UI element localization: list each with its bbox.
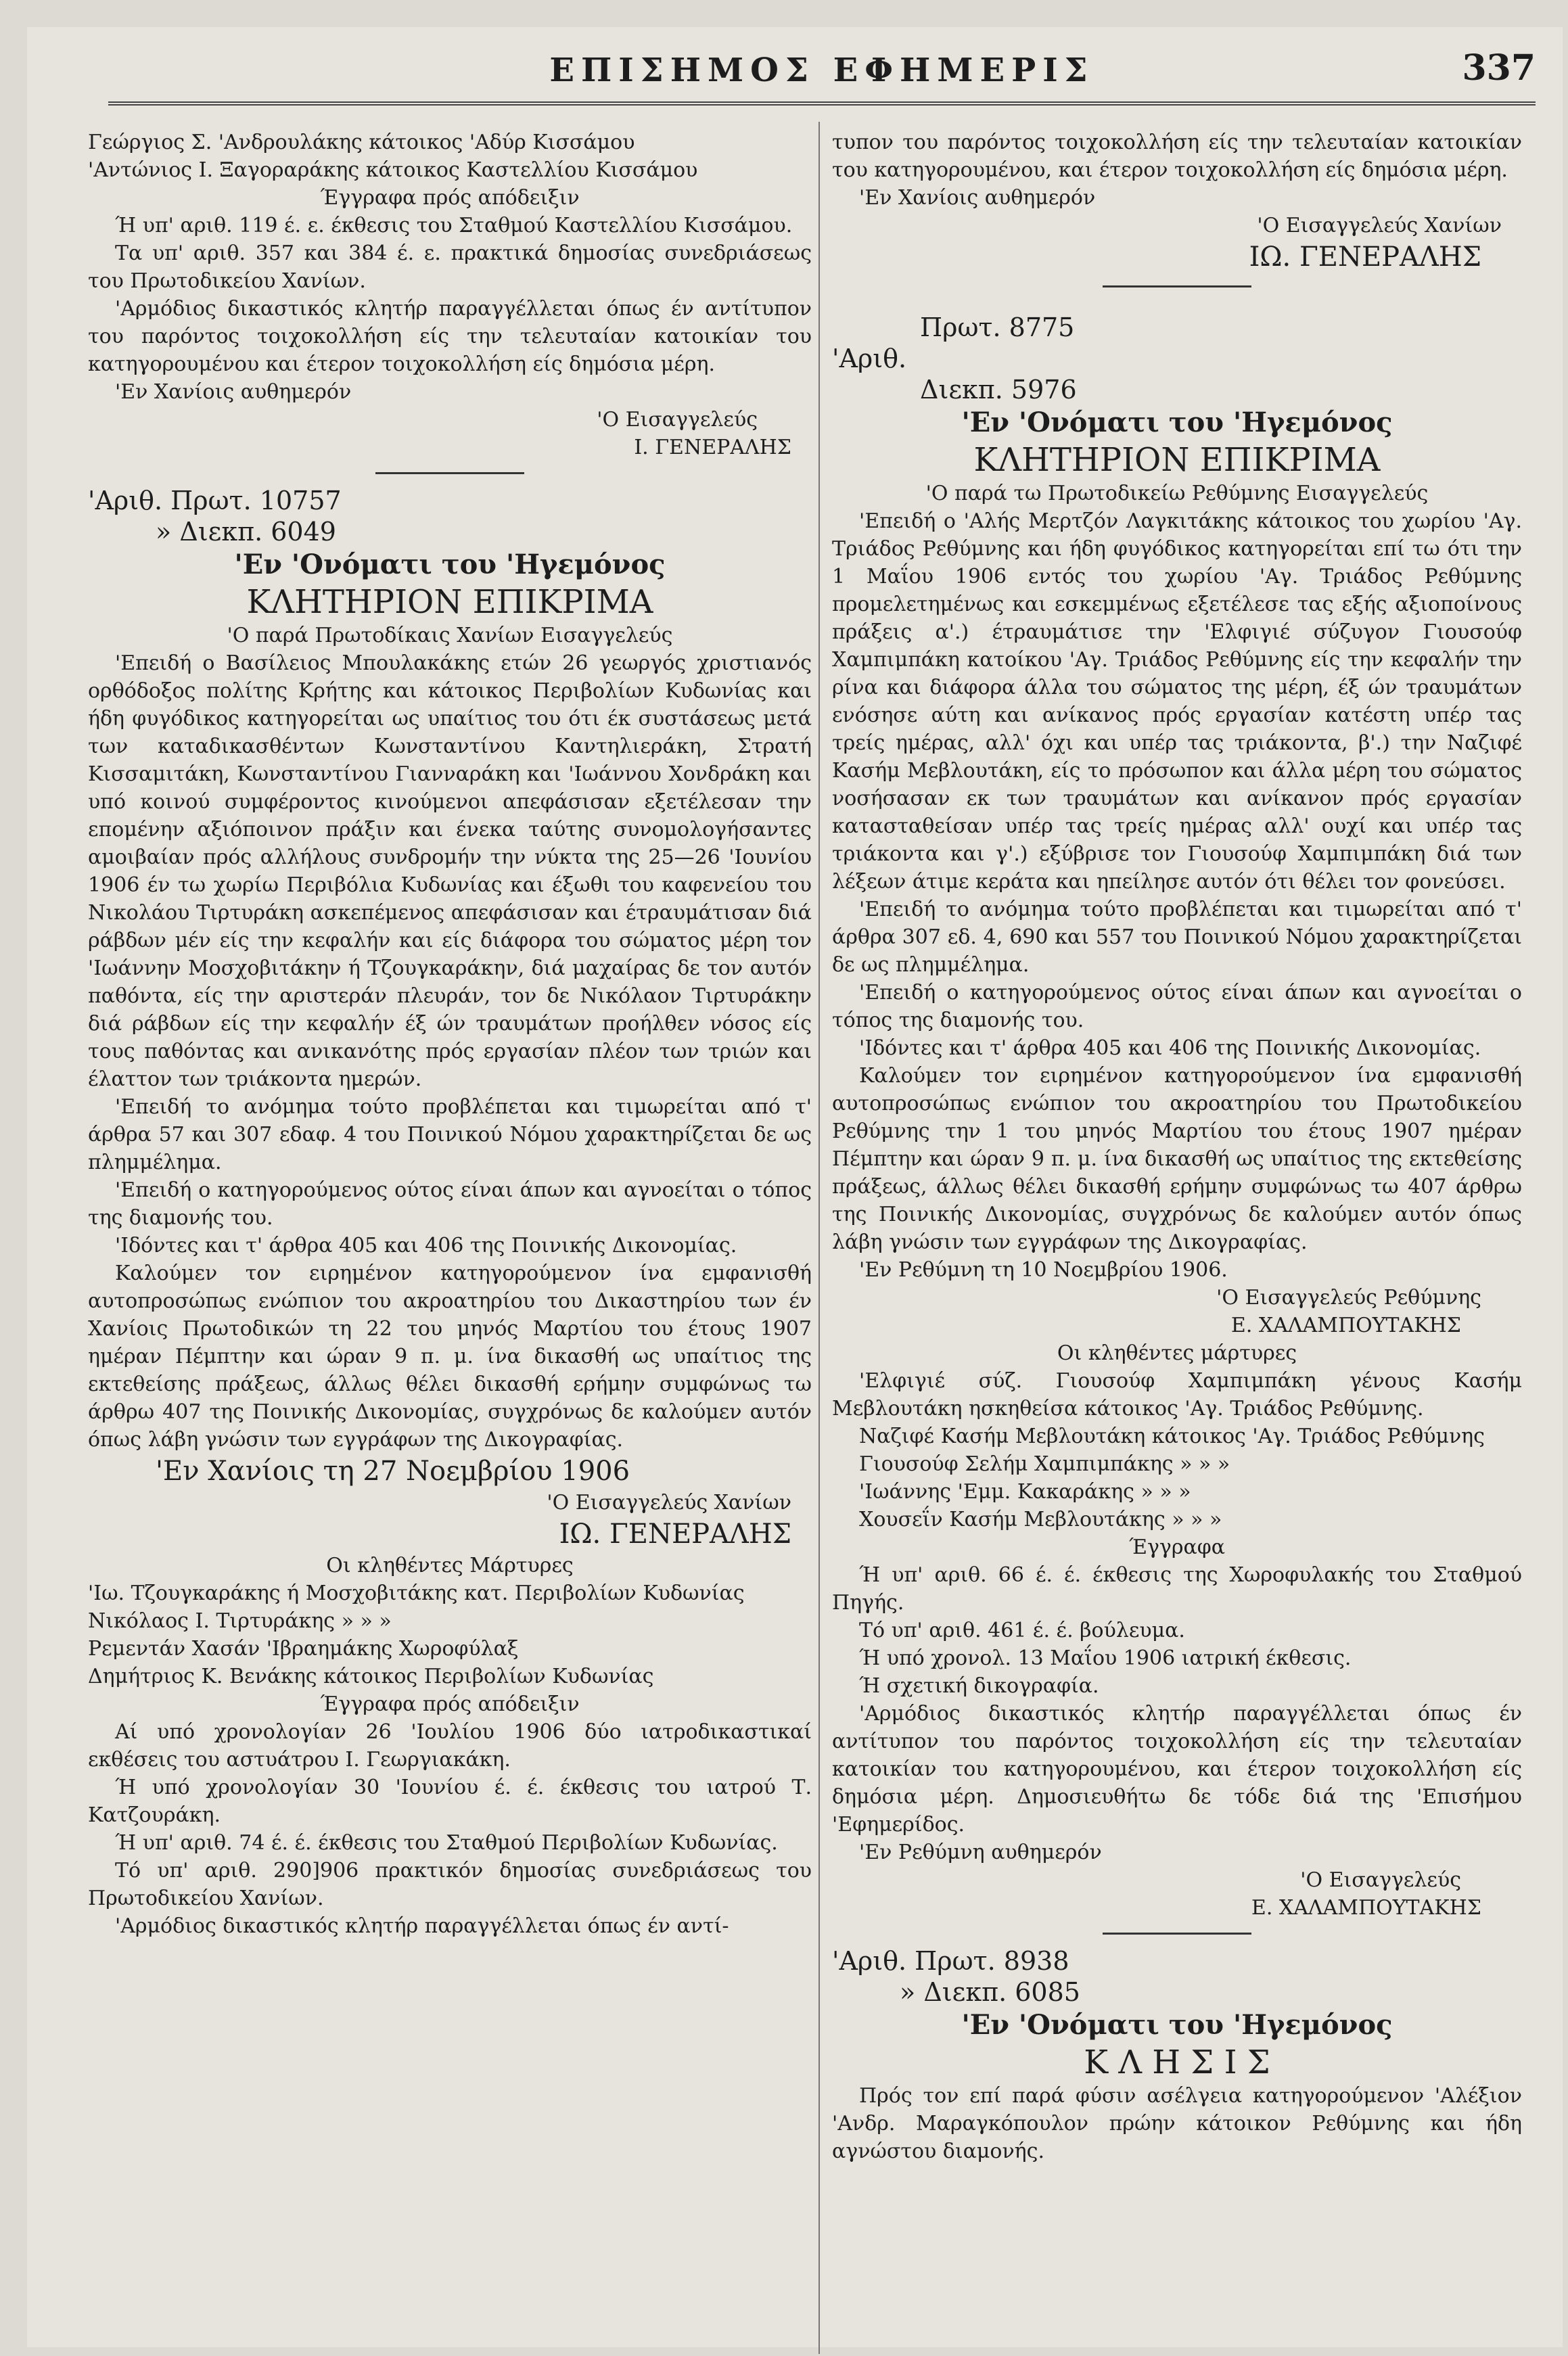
in-name-heading: 'Εν 'Ονόματι του 'Ηγεμόνος <box>961 407 1393 438</box>
left-column <box>88 129 812 1940</box>
page-header <box>108 47 1536 106</box>
witness-item: Γιουσούφ Σελήμ Χαμπιμπάκης » » » <box>859 1452 1230 1476</box>
paragraph: 'Ιδόντες και τ' άρθρα 405 και 406 της Ποινικής Δικονομίας. <box>115 1234 737 1257</box>
signature-name: Ε. ΧΑΛΑΜΠΟΥΤΑΚΗΣ <box>1251 1896 1481 1920</box>
paragraph: 'Επειδή ο Βασίλειος Μπουλακάκης ετών 26 γεωργός χριστιανός ορθόδοξος πολίτης Κρήτης και κάτοικος Περιβολίων Κυδωνίας και ήδη φυγόδικος κατηγορείται ως υπαίτιος του ότι έκ συστάσεως μετά των καταδικασθέντων Κωνσταντίνου Καντηλιεράκη, Στρατή Κισσαμιτάκη, Κωνσταντίνου Γιανναράκη και 'Ιωάννου Χονδράκη και υπό κοινού συμφέροντος κινούμενοι απεφάσισαν εξετέλεσαν την επομένην αξιόποινον πράξιν και ένεκα ταύτης συνομολογήσαντες αμοιβαίαν πρός αλλήλους συνδρομήν την νύκτα της 25—26 'Ιουνίου 1906 έν τω χωρίω Περιβόλια Κυδωνίας και έξωθι του καφενείου του Νικολάου Τιρτυράκη ασκεπέμενος απεφάσισαν και έτραυμάτισαν διά ράβδων μέν είς την κεφαλήν και είς διάφορα του σώματος μέρη τον 'Ιωάννην Μοσχοβιτάκην ή Τζουγκαράκην, διά μαχαίρας δε τον αυτόν παθόντα, είς την αριστεράν πλευράν, τον δε Νικόλαον Τιρτυράκην διά ράβδων είς την κεφαλήν έξ ών τραυμάτων προήλθεν νόσος είς τους παθόντας και ανικανότης πρός εργασίαν πλέον των τριών και έλαττον των τριάκοντα ημερών. <box>88 651 812 1091</box>
place-date: 'Εν Χανίοις αυθημερόν <box>859 186 1096 210</box>
witness-item: Νικόλαος Ι. Τιρτυράκης » » » <box>88 1609 392 1633</box>
separator <box>1103 285 1251 287</box>
paragraph: 'Αρμόδιος δικαστικός κλητήρ παραγγέλλεται όπως έν αντί- <box>115 1914 729 1938</box>
in-name-heading: 'Εν 'Ονόματι του 'Ηγεμόνος <box>961 2009 1393 2041</box>
paragraph: Τα υπ' αριθ. 357 και 384 έ. ε. πρακτικά δημοσίας συνεδριάσεως του Πρωτοδικείου Χανίων. <box>88 241 812 293</box>
section-heading: Έγγραφα πρός απόδειξιν <box>320 186 580 210</box>
paragraph: Τό υπ' αριθ. 290]906 πρακτικόν δημοσίας συνεδριάσεως του Πρωτοδικείου Χανίων. <box>88 1859 812 1910</box>
text-line: 'Αντώνιος Ι. Ξαγοραράκης κάτοικος Καστελλίου Κισσάμου <box>88 158 698 182</box>
section-heading: Έγγραφα <box>1128 1535 1226 1559</box>
diekp-number: » Διεκπ. 6049 <box>156 517 336 547</box>
place-date: 'Εν Ρεθύμνη τη 10 Νοεμβρίου 1906. <box>859 1258 1228 1282</box>
witness-item: 'Ιω. Τζουγκαράκης ή Μοσχοβιτάκης κατ. Περιβολίων Κυδωνίας <box>88 1581 745 1605</box>
separator <box>375 472 524 474</box>
document-kind: ΚΛΗΤΗΡΙΟΝ ΕΠΙΚΡΙΜΑ <box>246 583 653 621</box>
diekp-number: » Διεκπ. 6085 <box>900 1977 1080 2007</box>
paragraph: 'Επειδή το ανόμημα τούτο προβλέπεται και τιμωρείται από τ' άρθρα 57 και 307 εδαφ. 4 του Ποινικού Νόμου χαρακτηρίζεται δε ως πλημμέλημα. <box>88 1095 812 1174</box>
signature-title: 'Ο Εισαγγελεύς <box>1300 1868 1461 1892</box>
paragraph: Ή υπό χρονολογίαν 30 'Ιουνίου έ. έ. έκθεσις του ιατρού Τ. Κατζουράκη. <box>88 1776 812 1827</box>
document-kind: Κ Λ Η Σ Ι Σ <box>1084 2043 1270 2081</box>
paragraph: Ή υπ' αριθ. 74 έ. έ. έκθεσις του Σταθμού Περιβολίων Κυδωνίας. <box>115 1831 778 1855</box>
witness-item: 'Ιωάννης 'Εμμ. Κακαράκης » » » <box>859 1480 1191 1504</box>
paragraph: 'Αρμόδιος δικαστικός κλητήρ παραγγέλλεται όπως έν αντίτυπον του παρόντος τοιχοκολλήση είς την τελευταίαν κατοικίαν του κατηγορουμένου και έτερον τοιχοκολλήση είς δημόσια μέρη. <box>88 297 812 376</box>
paragraph: Ή σχετική δικογραφία. <box>859 1674 1099 1698</box>
paragraph: Τό υπ' αριθ. 461 έ. έ. βούλευμα. <box>859 1619 1185 1642</box>
newspaper-title: ΕΠΙΣΗΜΟΣ ΕΦΗΜΕΡΙΣ <box>549 51 1094 89</box>
column-divider <box>818 122 820 2354</box>
intro-line: 'Ο παρά Πρωτοδίκαις Χανίων Εισαγγελεύς <box>227 624 673 647</box>
protocol-number: Πρωτ. 8775 <box>920 313 1075 342</box>
section-heading: Οι κληθέντες Μάρτυρες <box>326 1554 574 1577</box>
paragraph: 'Επειδή ο κατηγορούμενος ούτος είναι άπων και αγνοείται ο τόπος της διαμονής του. <box>88 1178 812 1230</box>
arith-label: 'Αριθ. <box>832 344 907 373</box>
newspaper-page <box>27 27 1563 2347</box>
paragraph: 'Ιδόντες και τ' άρθρα 405 και 406 της Ποινικής Δικονομίας. <box>859 1036 1481 1060</box>
signature-name: ΙΩ. ΓΕΝΕΡΑΛΗΣ <box>1249 241 1481 273</box>
paragraph: 'Επειδή το ανόμημα τούτο προβλέπεται και τιμωρείται από τ' άρθρα 307 εδ. 4, 690 και 557 του Ποινικού Νόμου χαρακτηρίζεται δε ως πλημμέλημα. <box>832 898 1522 977</box>
protocol-number: 'Αριθ. Πρωτ. 8938 <box>832 1946 1069 1976</box>
witness-item: Ναζιφέ Κασήμ Μεβλουτάκη κάτοικος 'Αγ. Τριάδος Ρεθύμνης <box>859 1425 1485 1448</box>
signature-title: 'Ο Εισαγγελεύς Ρεθύμνης <box>1216 1286 1481 1310</box>
place-date: 'Εν Χανίοις τη 27 Νοεμβρίου 1906 <box>156 1456 630 1487</box>
place-date: 'Εν Ρεθύμνη αυθημερόν <box>859 1841 1102 1864</box>
witness-item: Δημήτριος Κ. Βενάκης κάτοικος Περιβολίων Κυδωνίας <box>88 1665 654 1688</box>
separator <box>1103 1933 1251 1935</box>
right-column <box>832 129 1522 2165</box>
document-kind: ΚΛΗΤΗΡΙΟΝ ΕΠΙΚΡΙΜΑ <box>973 441 1381 479</box>
paragraph: Αί υπό χρονολογίαν 26 'Ιουλίου 1906 δύο ιατροδικαστικαί εκθέσεις του αστυάτρου Ι. Γεωργιακάκη. <box>88 1720 812 1772</box>
signature-title: 'Ο Εισαγγελεύς Χανίων <box>1257 214 1502 237</box>
section-heading: Έγγραφα πρός απόδειξιν <box>320 1692 580 1716</box>
text-line: Γεώργιος Σ. 'Ανδρουλάκης κάτοικος 'Αδύρ Κισσάμου <box>88 131 635 154</box>
paragraph: Ή υπ' αριθ. 119 έ. ε. έκθεσις του Σταθμού Καστελλίου Κισσάμου. <box>115 214 793 237</box>
witness-item: Ρεμεντάν Χασάν 'Ιβραημάκης Χωροφύλαξ <box>88 1637 519 1661</box>
paragraph: Ή υπ' αριθ. 66 έ. έ. έκθεσις της Χωροφυλακής του Σταθμού Πηγής. <box>832 1563 1522 1615</box>
signature-name: Ι. ΓΕΝΕΡΑΛΗΣ <box>634 436 791 459</box>
section-heading: Οι κληθέντες μάρτυρες <box>1057 1341 1297 1365</box>
paragraph: 'Επειδή ο κατηγορούμενος ούτος είναι άπων και αγνοείται ο τόπος της διαμονής του. <box>832 981 1522 1032</box>
paragraph: Πρός τον επί παρά φύσιν ασέλγεια κατηγορούμενον 'Αλέξιον 'Ανδρ. Μαραγκόπουλον πρώην κάτοικον Ρεθύμνης και ήδη αγνώστου διαμονής. <box>832 2084 1522 2163</box>
signature-name: Ε. ΧΑΛΑΜΠΟΥΤΑΚΗΣ <box>1230 1314 1461 1337</box>
witness-item: Χουσεΐν Κασήμ Μεβλουτάκης » » » <box>859 1508 1222 1531</box>
place-date: 'Εν Χανίοις αυθημερόν <box>115 380 352 404</box>
paragraph: Ή υπό χρονολ. 13 Μαΐου 1906 ιατρική έκθεσις. <box>859 1646 1352 1670</box>
protocol-number: 'Αριθ. Πρωτ. 10757 <box>88 486 342 515</box>
in-name-heading: 'Εν 'Ονόματι του 'Ηγεμόνος <box>234 549 666 580</box>
signature-title: 'Ο Εισαγγελεύς Χανίων <box>547 1491 791 1515</box>
paragraph: Καλούμεν τον ειρημένον κατηγορούμενον ίνα εμφανισθή αυτοπροσώπως ενώπιον του ακροατηρίου του Δικαστηρίου των έν Χανίοις Πρωτοδικών τη 22 του μηνός Μαρτίου του έτους 1907 ημέραν Πέμπτην και ώραν 9 π. μ. ίνα δικασθή ως υπαίτιος της εκτεθείσης πράξεως, άλλως θέλει δικασθή ερήμην συμφώνως τω άρθρω 407 της Ποινικής Δικονομίας, συγχρόνως δε καλούμεν αυτόν όπως λάβη γνώσιν των εγγράφων της Δικογραφίας. <box>88 1262 812 1452</box>
paragraph: 'Αρμόδιος δικαστικός κλητήρ παραγγέλλεται όπως έν αντίτυπον του παρόντος τοιχοκολλήση είς την τελευταίαν κατοικίαν του κατηγορουμένου, και έτερον τοιχοκολλήση είς δημόσια μέρη. Δημοσιευθήτω δε τόδε διά της 'Επισήμου 'Εφημερίδος. <box>832 1702 1522 1837</box>
paragraph: Καλούμεν τον ειρημένον κατηγορούμενον ίνα εμφανισθή αυτοπροσώπως ενώπιον του ακροατηρίου του Πρωτοδικείου Ρεθύμνης την 1 του μηνός Μαρτίου του έτους 1907 ημέραν Πέμπτην και ώραν 9 π. μ. ίνα δικασθή ως υπαίτιος της εκτεθείσης πράξεως, άλλως θέλει δικασθή ερήμην συμφώνως τω 407 άρθρω της Ποινικής Δικονομίας, συγχρόνως δε καλούμεν αυτόν όπως λάβη γνώσιν των εγγράφων της Δικογραφίας. <box>832 1064 1522 1254</box>
paragraph: τυπον του παρόντος τοιχοκολλήση είς την τελευταίαν κατοικίαν του κατηγορουμένου, και έτερον τοιχοκολλήση είς δημόσια μέρη. <box>832 131 1522 182</box>
signature-name: ΙΩ. ΓΕΝΕΡΑΛΗΣ <box>559 1519 791 1550</box>
signature-title: 'Ο Εισαγγελεύς <box>597 408 758 432</box>
paragraph: 'Επειδή ο 'Αλής Μερτζόν Λαγκιτάκης κάτοικος του χωρίου 'Αγ. Τριάδος Ρεθύμνης και ήδη φυγόδικος κατηγορείται επί τω ότι την 1 Μαΐου 1906 εντός του χωρίου 'Αγ. Τριάδος Ρεθύμνης προμελετημένως και εσκεμμένως εξετέλεσε τας εξής αξιοποίνους πράξεις α'.) έτραυμάτισε την 'Ελφιγιέ σύζυγον Γιουσούφ Χαμπιμπάκη κατοίκου 'Αγ. Τριάδος Ρεθύμνης είς την κεφαλήν την ρίνα και διάφορα άλλα του σώματος της μέρη, έξ ών τραυμάτων ενόσησε αύτη και ανίκανος πρός εργασίαν κατέστη υπέρ τας τρείς ημέρας, αλλ' όχι και υπέρ τας τριάκοντα, β'.) την Ναζιφέ Κασήμ Μεβλουτάκη, είς το πρόσωπον και άλλα μέρη του σώματος νοσήσασαν εκ των τραυμάτων και ανίκανον πρός εργασίαν κατασταθείσαν υπέρ τας τρείς ημέρας αλλ' ουχί και υπέρ τας τριάκοντα και γ'.) εξύβρισε τον Γιουσούφ Χαμπιμπάκη διά των λέξεων άτιμε κεράτα και ηπείλησε αυτόν ότι θέλει τον φονεύσει. <box>832 509 1522 894</box>
diekp-number: Διεκπ. 5976 <box>920 375 1077 405</box>
page-number: 337 <box>1462 47 1536 89</box>
witness-item: 'Ελφιγιέ σύζ. Γιουσούφ Χαμπιμπάκη γένους Κασήμ Μεβλουτάκη ησκηθείσα κάτοικος 'Αγ. Τριάδος Ρεθύμνης. <box>832 1369 1522 1420</box>
intro-line: 'Ο παρά τω Πρωτοδικείω Ρεθύμνης Εισαγγελεύς <box>925 482 1429 505</box>
